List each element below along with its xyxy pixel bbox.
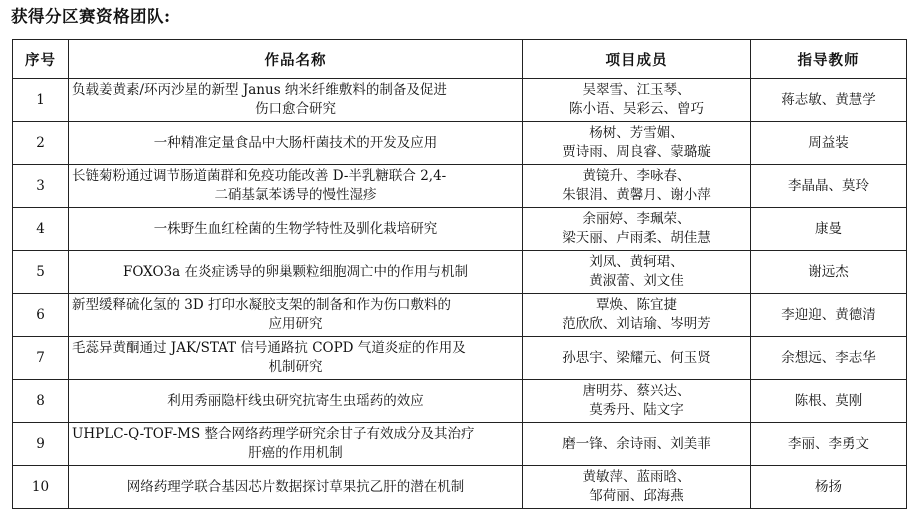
members-line: 梁天丽、卢雨柔、胡佳慧 (562, 230, 711, 246)
project-title-line: 毛蕊异黄酮通过 JAK/STAT 信号通路抗 COPD 气道炎症的作用及 (72, 340, 466, 356)
members-line: 刘凤、黄轲珺、 (589, 254, 684, 270)
row-index: 9 (13, 423, 69, 466)
header-members: 项目成员 (523, 40, 751, 79)
table-row (13, 294, 907, 337)
table-row (13, 208, 907, 251)
members-line: 邹荷丽、邱海燕 (589, 488, 684, 504)
members-cell (523, 380, 751, 423)
project-title-line: 应用研究 (268, 316, 323, 332)
advisors-cell: 陈根、莫刚 (751, 380, 907, 423)
project-title-line: 负载姜黄素/环丙沙星的新型 Janus 纳米纤维敷料的制备及促进 (72, 82, 447, 98)
project-title-cell (69, 337, 523, 380)
members-line: 吴翠雪、江玉琴、 (582, 82, 691, 98)
table-row (13, 165, 907, 208)
project-title-cell (69, 122, 523, 165)
project-title-line: 网络药理学联合基因芯片数据探讨草果抗乙肝的潜在机制 (126, 478, 465, 495)
members-line: 莫秀丹、陆文字 (589, 402, 684, 418)
header-index: 序号 (13, 40, 69, 79)
project-title-cell (69, 251, 523, 294)
header-advisors: 指导教师 (751, 40, 907, 79)
members-cell (523, 337, 751, 380)
members-line: 黄敏萍、蓝雨晗、 (582, 469, 691, 485)
members-line: 陈小语、吴彩云、曾巧 (569, 101, 704, 117)
members-line: 杨树、芳雪媚、 (589, 125, 684, 141)
table-row (13, 380, 907, 423)
members-line: 磨一锋、余诗雨、刘美菲 (562, 435, 711, 452)
members-cell (523, 165, 751, 208)
row-index: 3 (13, 165, 69, 208)
project-title-line: 机制研究 (268, 359, 323, 375)
project-title-line: 肝癌的作用机制 (248, 445, 343, 461)
advisors-cell: 康曼 (751, 208, 907, 251)
advisors-cell: 周益装 (751, 122, 907, 165)
row-index: 5 (13, 251, 69, 294)
row-index: 4 (13, 208, 69, 251)
table-header-row (13, 40, 907, 79)
project-title-line: 利用秀丽隐杆线虫研究抗寄生虫瑶药的效应 (167, 392, 424, 409)
members-cell (523, 79, 751, 122)
table-row (13, 251, 907, 294)
row-index: 8 (13, 380, 69, 423)
project-title-line: 一株野生血红栓菌的生物学特性及驯化栽培研究 (153, 220, 438, 237)
project-title-cell (69, 423, 523, 466)
page-title: 获得分区赛资格团队: (11, 7, 171, 26)
advisors-cell: 杨扬 (751, 466, 907, 509)
advisors-cell: 余想远、李志华 (751, 337, 907, 380)
project-title-line: 二硝基氯苯诱导的慢性湿疹 (214, 187, 377, 203)
project-title-cell (69, 466, 523, 509)
advisors-cell: 蒋志敏、黄慧学 (751, 79, 907, 122)
project-title-cell (69, 208, 523, 251)
project-title-cell (69, 79, 523, 122)
members-line: 余丽婷、李珮荣、 (582, 211, 691, 227)
members-cell (523, 294, 751, 337)
project-title-cell (69, 380, 523, 423)
row-index: 7 (13, 337, 69, 380)
members-line: 贾诗雨、周良睿、蒙璐璇 (562, 144, 711, 160)
members-cell (523, 122, 751, 165)
row-index: 1 (13, 79, 69, 122)
members-line: 范欣欣、刘诘瑜、岑明芳 (562, 316, 711, 332)
members-line: 黄淑蕾、刘文佳 (589, 273, 684, 289)
table-row (13, 466, 907, 509)
project-title-line: 长链菊粉通过调节肠道菌群和免疫功能改善 D-半乳糖联合 2,4- (72, 168, 447, 184)
project-title-line: 新型缓释硫化氢的 3D 打印水凝胶支架的制备和作为伤口敷料的 (72, 297, 451, 313)
table-row (13, 423, 907, 466)
row-index: 10 (13, 466, 69, 509)
members-cell (523, 251, 751, 294)
advisors-cell: 谢远杰 (751, 251, 907, 294)
table-row (13, 337, 907, 380)
advisors-cell: 李晶晶、莫玲 (751, 165, 907, 208)
members-cell (523, 423, 751, 466)
project-title-line: 一种精准定量食品中大肠杆菌技术的开发及应用 (153, 134, 438, 151)
row-index: 6 (13, 294, 69, 337)
qualified-teams-table (12, 39, 907, 509)
members-cell (523, 466, 751, 509)
members-line: 唐明芬、蔡兴达、 (582, 383, 691, 399)
advisors-cell: 李迎迎、黄德清 (751, 294, 907, 337)
table-row (13, 79, 907, 122)
row-index: 2 (13, 122, 69, 165)
project-title-cell (69, 294, 523, 337)
project-title-line: FOXO3a 在炎症诱导的卵巢颗粒细胞凋亡中的作用与机制 (122, 263, 469, 280)
members-line: 黄镜升、李咏春、 (582, 168, 691, 184)
members-line: 孙思宇、梁耀元、何玉贤 (562, 349, 711, 366)
members-line: 朱银涓、黄馨月、谢小萍 (562, 187, 711, 203)
members-cell (523, 208, 751, 251)
header-title: 作品名称 (69, 40, 523, 79)
members-line: 覃焕、陈宜捷 (596, 297, 677, 313)
project-title-line: 伤口愈合研究 (255, 101, 336, 117)
table-row (13, 122, 907, 165)
table-body (13, 79, 907, 509)
project-title-cell (69, 165, 523, 208)
advisors-cell: 李丽、李勇文 (751, 423, 907, 466)
project-title-line: UHPLC-Q-TOF-MS 整合网络药理学研究余甘子有效成分及其治疗 (72, 426, 475, 442)
